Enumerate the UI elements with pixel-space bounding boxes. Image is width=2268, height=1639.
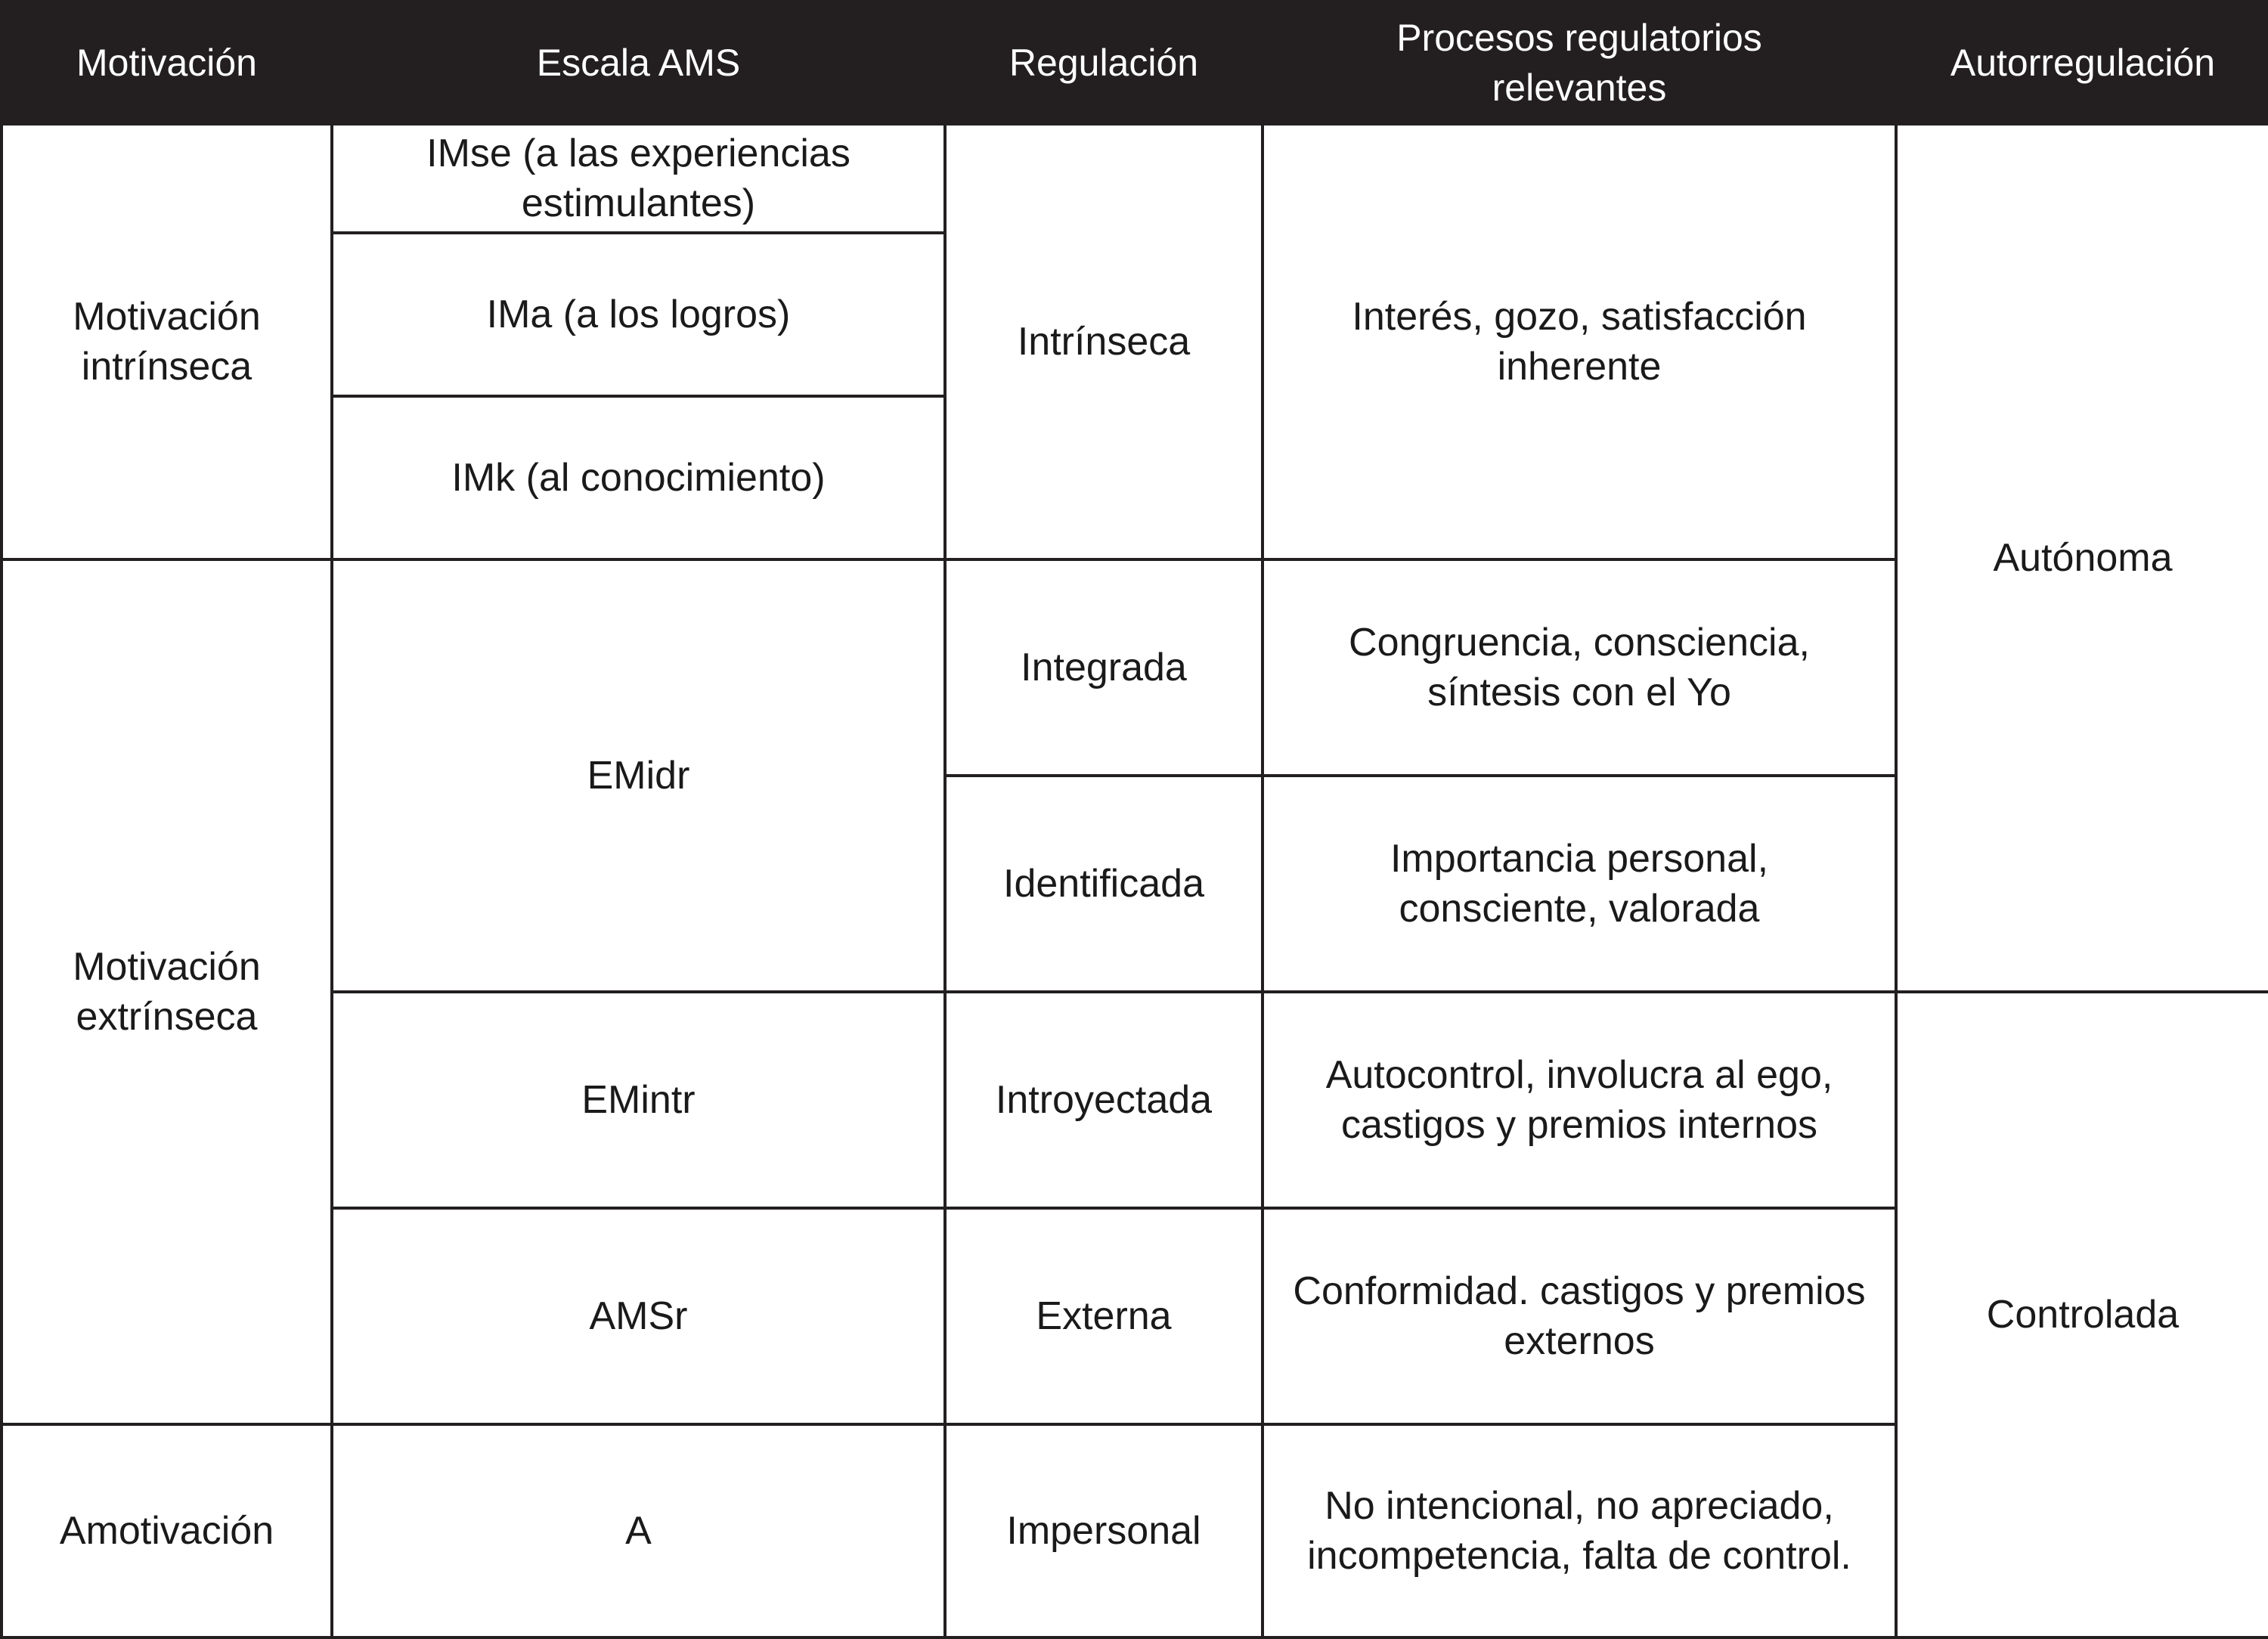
cell-regulacion-integrada: Integrada [945,559,1263,776]
header-autorregulacion: Autorregulación [1896,2,2268,124]
cell-procesos-externa: Conformidad. castigos y premios externos [1263,1208,1896,1424]
cell-procesos-introyectada: Autocontrol, involucra al ego, castigos y premios internos [1263,992,1896,1208]
cell-escala-emidr: EMidr [332,559,945,992]
cell-regulacion-externa: Externa [945,1208,1263,1424]
cell-escala-amsr: AMSr [332,1208,945,1424]
cell-autorregulacion-controlada: Controlada [1896,992,2268,1637]
cell-escala-imse: IMse (a las experiencias estimulantes) [332,124,945,233]
cell-procesos-impersonal: No intencional, no apreciado, incompetencia, falta de control. [1263,1424,1896,1637]
header-regulacion: Regulación [945,2,1263,124]
header-motivacion: Motivación [2,2,332,124]
cell-regulacion-intrinseca: Intrínseca [945,124,1263,559]
cell-autorregulacion-autonoma: Autónoma [1896,124,2268,992]
cell-escala-emintr: EMintr [332,992,945,1208]
header-procesos-regulatorios: Procesos regulatorios relevantes [1263,2,1896,124]
cell-motivacion-intrinseca: Motivación intrínseca [2,124,332,559]
cell-regulacion-introyectada: Introyectada [945,992,1263,1208]
cell-escala-a: A [332,1424,945,1637]
cell-escala-ima: IMa (a los logros) [332,233,945,396]
table-row [2,992,2268,1208]
cell-regulacion-identificada: Identificada [945,776,1263,992]
cell-procesos-identificada: Importancia personal, consciente, valorada [1263,776,1896,992]
cell-procesos-integrada: Congruencia, consciencia, síntesis con el Yo [1263,559,1896,776]
cell-procesos-intrinseca: Interés, gozo, satisfacción inherente [1263,124,1896,559]
header-row [2,2,2268,124]
table-row [2,124,2268,233]
cell-escala-imk: IMk (al conocimiento) [332,396,945,559]
cell-motivacion-extrinseca: Motivación extrínseca [2,559,332,1424]
cell-motivacion-amotivacion: Amotivación [2,1424,332,1637]
cell-regulacion-impersonal: Impersonal [945,1424,1263,1637]
header-escala-ams: Escala AMS [332,2,945,124]
